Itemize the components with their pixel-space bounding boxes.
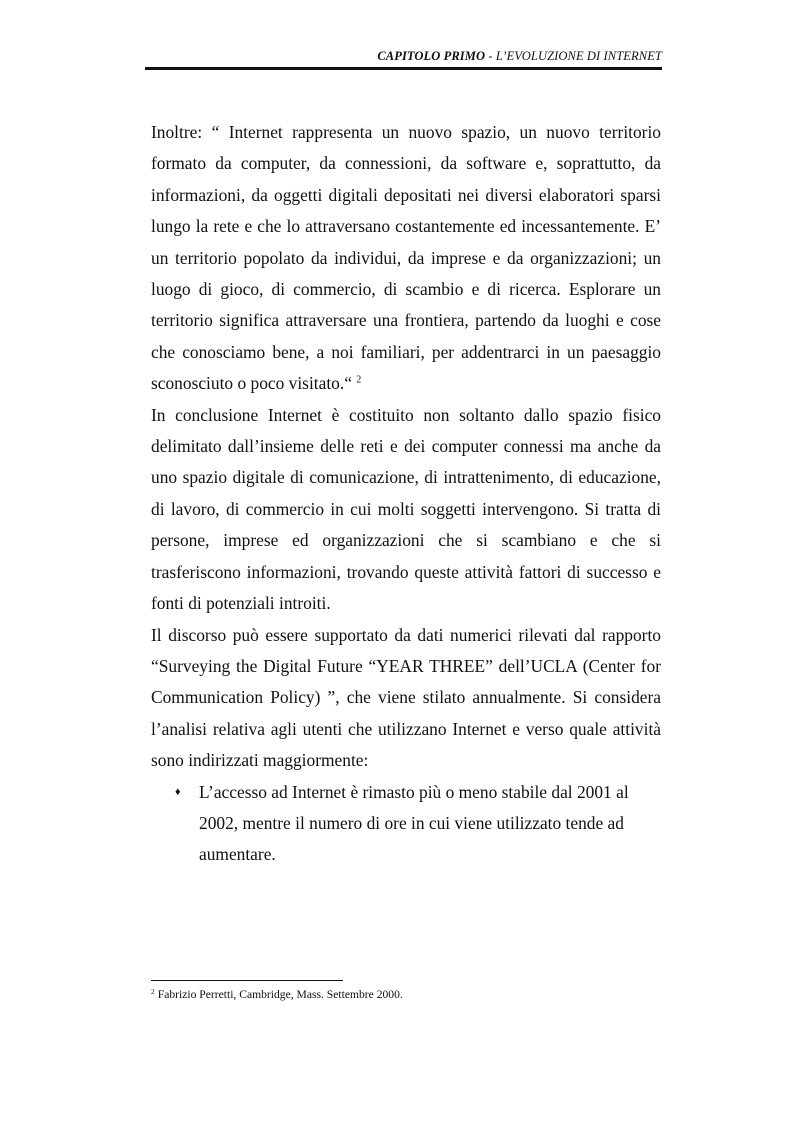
bullet-list bbox=[151, 777, 661, 871]
paragraph-1-text: Inoltre: “ Internet rappresenta un nuovo spazio, un nuovo territorio formato da computer, da connessioni, da software e, soprattutto, da informazioni, da oggetti digitali depositati nei diversi elaboratori sparsi lungo la rete e che lo attraversano costantemente ed incessantemente. E’ un territorio popolato da individui, da imprese e da organizzazioni; un luogo di gioco, di commercio, di scambio e di ricerca. Esplorare un territorio significa attraversare una frontiera, partendo da luoghi e cose che conosciamo bene, a noi familiari, per addentrarci in un paesaggio sconosciuto o poco visitato.“ bbox=[151, 122, 661, 394]
bullet-text: L’accesso ad Internet è rimasto più o meno stabile dal 2001 al 2002, mentre il numero di ore in cui viene utilizzato tende ad aumentare. bbox=[199, 781, 629, 865]
list-item bbox=[151, 777, 661, 871]
footnote-number: 2 bbox=[151, 986, 155, 996]
page-body bbox=[151, 117, 661, 871]
paragraph-report: Il discorso può essere supportato da dati numerici rilevati dal rapporto “Surveying the Digital Future “YEAR THREE” dell’UCLA (Center for Communication Policy) ”, che viene stilato annualmente. Si considera l’analisi relativa agli utenti che utilizzano Internet e verso quale attività sono indirizzati maggiormente: bbox=[151, 624, 661, 771]
header-separator: - bbox=[485, 49, 496, 63]
footnote-rule bbox=[151, 980, 343, 981]
page-header bbox=[146, 48, 662, 64]
footnote bbox=[151, 987, 403, 1003]
header-rule bbox=[145, 67, 662, 70]
chapter-label: CAPITOLO PRIMO bbox=[377, 49, 486, 63]
paragraph-conclusion: In conclusione Internet è costituito non soltanto dallo spazio fisico delimitato dall’insieme delle reti e dei computer connessi ma anche da uno spazio digitale di comunicazione, di intrattenimento, di educazione, di lavoro, di commercio in cui molti soggetti intervengono. Si tratta di persone, imprese ed organizzazioni che si scambiano e che si trasferiscono informazioni, trovando queste attività fattori di successo e fonti di potenziali introiti. bbox=[151, 404, 661, 614]
paragraph-quote bbox=[151, 117, 661, 400]
chapter-title: L’EVOLUZIONE DI INTERNET bbox=[495, 49, 662, 63]
diamond-bullet-icon: ♦ bbox=[175, 785, 181, 798]
footnote-text: Fabrizio Perretti, Cambridge, Mass. Settembre 2000. bbox=[157, 988, 403, 1001]
footnote-reference: 2 bbox=[356, 374, 362, 386]
